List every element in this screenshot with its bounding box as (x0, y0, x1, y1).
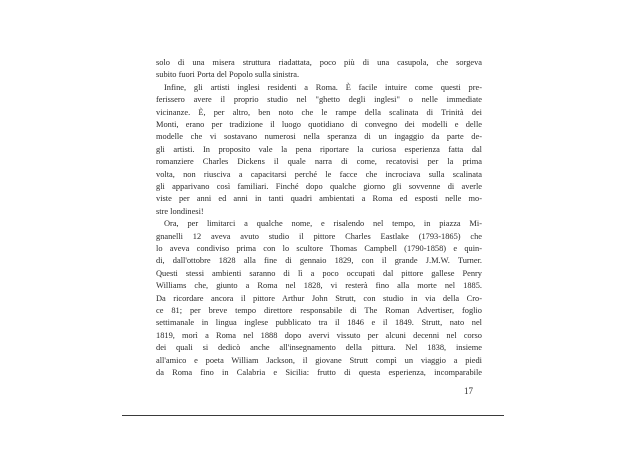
text-line: di, dall'ottobre 1828 alla fine di gennaio 1829, con il grande J.M.W. Turner. (156, 256, 482, 266)
text-line: da Roma fino in Calabria e Sicilia: frutto di questa esperienza, incomparabile (156, 368, 482, 377)
text-line: solo di una misera struttura riadattata, poco più di una casupola, che sorgeva (156, 58, 482, 67)
text-line: vicinanze. È, per altro, ben noto che le rampe della scalinata di Trinità dei (156, 107, 482, 117)
text-line: volta, non riusciva a capacitarsi perché le facce che incrociava sulla scalinata (156, 169, 482, 179)
footer-rule (122, 415, 504, 416)
text-line: settimanale in lingua inglese pubblicato tra il 1846 e il 1849. Strutt, nato nel (156, 318, 482, 328)
text-line: 1819, morì a Roma nel 1888 dopo avervi vissuto per alcuni decenni nel corso (156, 330, 482, 340)
text-line: Monti, erano per tradizione il luogo quotidiano di convegno dei modelli e delle (156, 120, 482, 129)
text-line: subito fuori Porta del Popolo sulla sinistra. (156, 70, 300, 80)
text-line: ferissero avere il proprio studio nel "ghetto degli inglesi" o nelle immediate (156, 95, 482, 105)
text-line: Infine, gli artisti inglesi residenti a Roma. È facile intuire come questi pre- (164, 82, 482, 92)
text-line: Da ricordare ancora il pittore Arthur John Strutt, con studio in via della Cro- (156, 293, 482, 303)
text-line: modelle che vi sostavano numerosi nella speranza di un ingaggio da parte de- (156, 132, 482, 142)
text-line: romanziere Charles Dickens il quale narra di come, recatovisi per la prima (156, 157, 482, 167)
text-line: gnanelli 12 aveva avuto studio il pittore Charles Eastlake (1793-1865) che (156, 231, 482, 241)
text-line: all'amico e poeta William Jackson, il giovane Strutt compì un viaggio a piedi (156, 355, 482, 365)
text-line: Questi stessi ambienti saranno di lì a poco occupati dal pittore gallese Penry (156, 268, 482, 278)
text-line: Ora, per limitarci a qualche nome, e risalendo nel tempo, in piazza Mi- (164, 219, 482, 229)
text-line: stre londinesi! (156, 206, 204, 216)
text-line: lo aveva condiviso prima con lo scultore Thomas Campbell (1790-1858) e quin- (156, 244, 482, 253)
text-line: dei quali si dedicò anche all'insegnamento della pittura. Nel 1838, insieme (156, 343, 482, 353)
text-line: gli apparivano così familiari. Finché dopo qualche giorno gli sovvenne di averle (156, 182, 482, 191)
text-line: Williams che, giunto a Roma nel 1828, vi resterà fino alla morte nel 1885. (156, 281, 482, 291)
text-line: ce 81; per breve tempo direttore responsabile di The Roman Advertiser, foglio (156, 306, 482, 315)
page-number: 17 (464, 386, 473, 396)
text-line: gli artisti. In proposito vale la pena riportare la curiosa esperienza fatta dal (156, 144, 482, 154)
text-line: viste per anni ed anni in tanti quadri ambientati a Roma ed esposti nelle mo- (156, 194, 482, 204)
